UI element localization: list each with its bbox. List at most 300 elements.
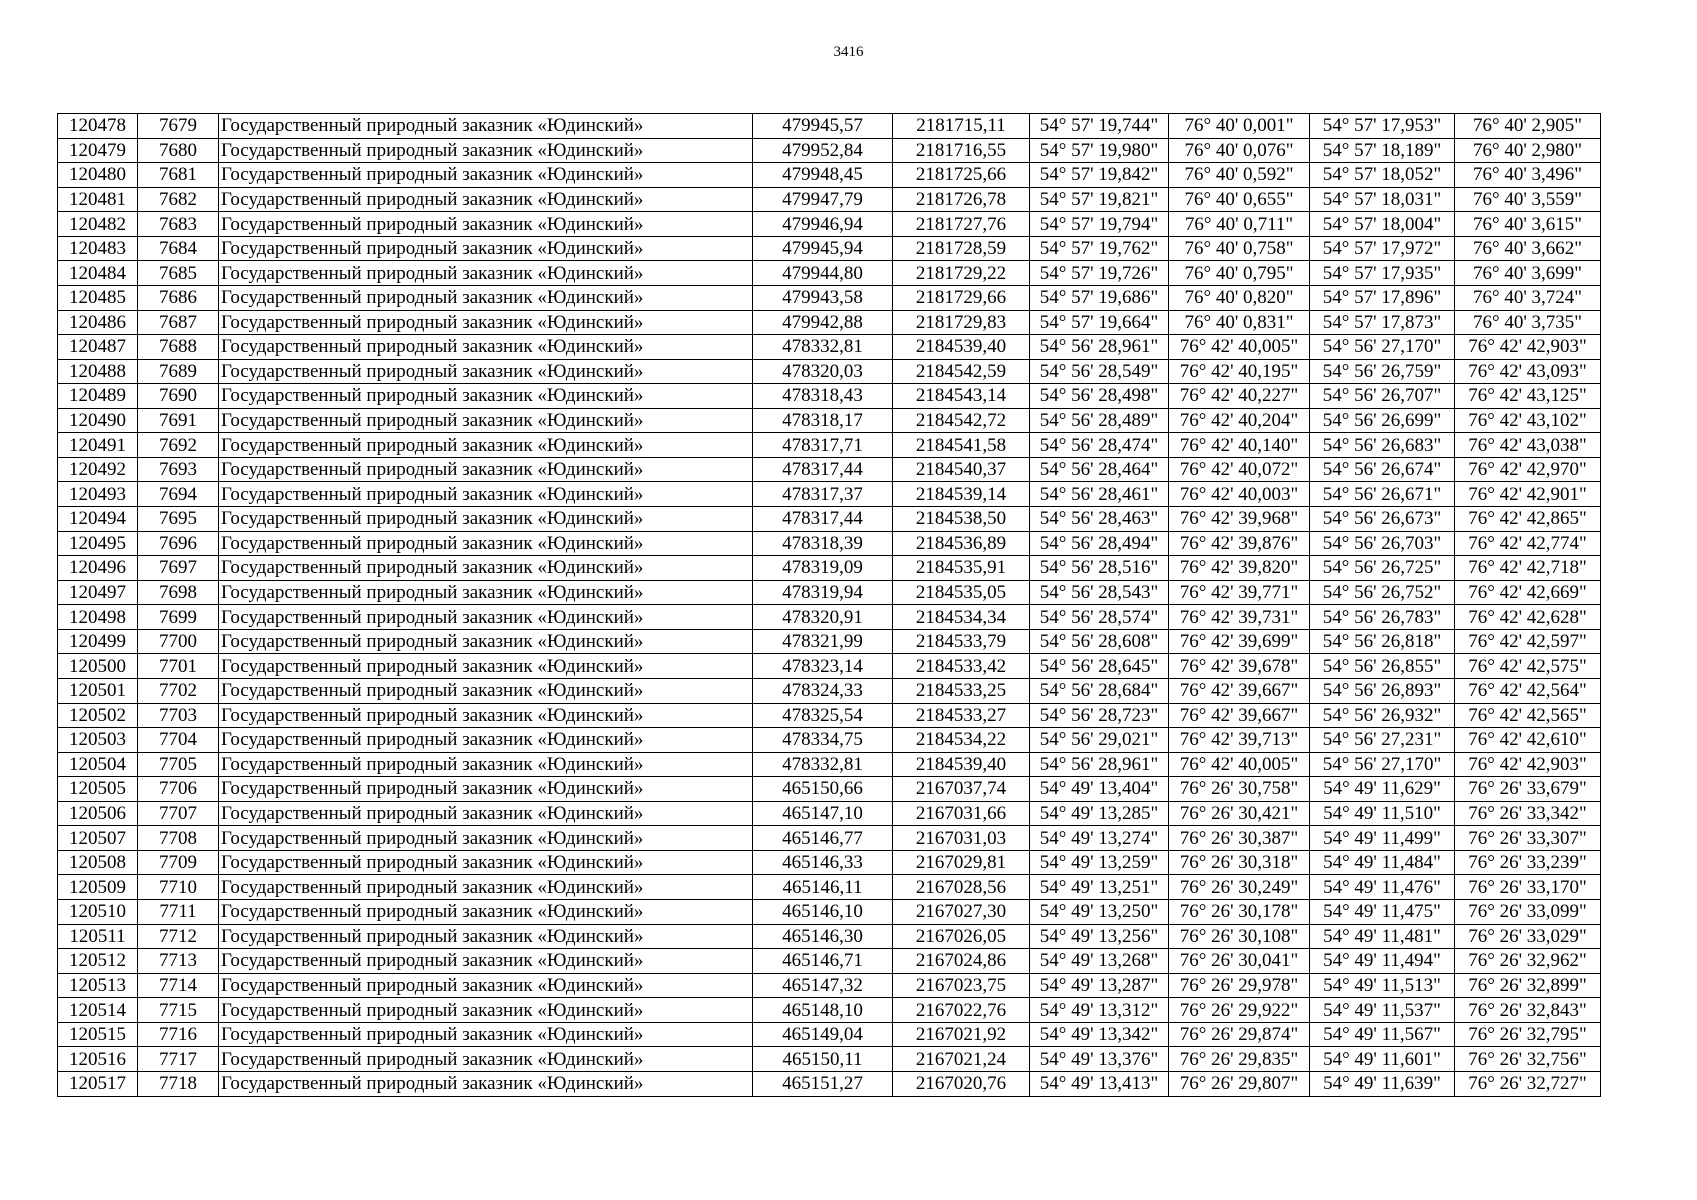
cell-row-id: 120488 [58, 359, 138, 384]
cell-longitude-2: 76° 26' 33,099" [1455, 900, 1601, 925]
cell-latitude-2: 54° 49' 11,567" [1310, 1022, 1455, 1047]
cell-point-number: 7718 [138, 1071, 219, 1096]
cell-coord-y: 2184533,42 [893, 654, 1030, 679]
cell-coord-y: 2181726,78 [893, 187, 1030, 212]
cell-latitude-2: 54° 56' 26,699" [1310, 408, 1455, 433]
cell-point-number: 7702 [138, 678, 219, 703]
table-row [58, 482, 1601, 507]
cell-point-number: 7708 [138, 826, 219, 851]
cell-coord-y: 2184536,89 [893, 531, 1030, 556]
cell-coord-x: 478318,43 [753, 384, 893, 409]
cell-latitude-2: 54° 56' 26,725" [1310, 556, 1455, 581]
cell-coord-y: 2184533,79 [893, 629, 1030, 654]
cell-longitude-2: 76° 42' 43,125" [1455, 384, 1601, 409]
cell-longitude-1: 76° 42' 40,005" [1169, 752, 1310, 777]
cell-point-number: 7690 [138, 384, 219, 409]
cell-coord-y: 2181729,22 [893, 261, 1030, 286]
cell-longitude-1: 76° 42' 39,699" [1169, 629, 1310, 654]
cell-longitude-1: 76° 26' 29,807" [1169, 1071, 1310, 1096]
cell-latitude-2: 54° 49' 11,484" [1310, 850, 1455, 875]
cell-row-id: 120509 [58, 875, 138, 900]
cell-latitude-2: 54° 56' 26,893" [1310, 678, 1455, 703]
cell-longitude-1: 76° 42' 39,820" [1169, 556, 1310, 581]
cell-longitude-1: 76° 42' 40,072" [1169, 457, 1310, 482]
cell-territory-name: Государственный природный заказник «Юдинский» [219, 900, 753, 925]
cell-row-id: 120501 [58, 678, 138, 703]
cell-coord-y: 2167028,56 [893, 875, 1030, 900]
cell-row-id: 120498 [58, 605, 138, 630]
cell-longitude-1: 76° 40' 0,711" [1169, 212, 1310, 237]
table-row [58, 654, 1601, 679]
cell-coord-y: 2167024,86 [893, 949, 1030, 974]
cell-row-id: 120505 [58, 777, 138, 802]
cell-longitude-1: 76° 26' 30,178" [1169, 900, 1310, 925]
cell-longitude-2: 76° 26' 33,307" [1455, 826, 1601, 851]
table-row [58, 261, 1601, 286]
cell-coord-y: 2184541,58 [893, 433, 1030, 458]
cell-longitude-2: 76° 26' 32,962" [1455, 949, 1601, 974]
cell-latitude-2: 54° 49' 11,510" [1310, 801, 1455, 826]
cell-coord-x: 465146,30 [753, 924, 893, 949]
cell-latitude-2: 54° 49' 11,499" [1310, 826, 1455, 851]
cell-territory-name: Государственный природный заказник «Юдинский» [219, 752, 753, 777]
cell-territory-name: Государственный природный заказник «Юдинский» [219, 457, 753, 482]
cell-longitude-1: 76° 42' 39,876" [1169, 531, 1310, 556]
cell-longitude-2: 76° 42' 42,597" [1455, 629, 1601, 654]
table-row [58, 335, 1601, 360]
cell-row-id: 120516 [58, 1047, 138, 1072]
cell-latitude-2: 54° 49' 11,629" [1310, 777, 1455, 802]
cell-coord-x: 478320,91 [753, 605, 893, 630]
cell-latitude-2: 54° 49' 11,494" [1310, 949, 1455, 974]
cell-longitude-1: 76° 42' 40,005" [1169, 335, 1310, 360]
cell-point-number: 7700 [138, 629, 219, 654]
cell-coord-y: 2167023,75 [893, 973, 1030, 998]
cell-row-id: 120490 [58, 408, 138, 433]
table-row [58, 507, 1601, 532]
cell-coord-x: 479952,84 [753, 138, 893, 163]
cell-territory-name: Государственный природный заказник «Юдинский» [219, 236, 753, 261]
cell-latitude-2: 54° 57' 17,873" [1310, 310, 1455, 335]
cell-latitude-1: 54° 49' 13,312" [1030, 998, 1169, 1023]
cell-latitude-1: 54° 56' 28,494" [1030, 531, 1169, 556]
cell-point-number: 7709 [138, 850, 219, 875]
cell-coord-x: 465147,10 [753, 801, 893, 826]
cell-point-number: 7692 [138, 433, 219, 458]
cell-latitude-2: 54° 56' 26,759" [1310, 359, 1455, 384]
cell-territory-name: Государственный природный заказник «Юдинский» [219, 850, 753, 875]
table-row [58, 777, 1601, 802]
cell-longitude-2: 76° 26' 32,843" [1455, 998, 1601, 1023]
cell-coord-x: 479944,80 [753, 261, 893, 286]
cell-coord-y: 2181728,59 [893, 236, 1030, 261]
cell-row-id: 120483 [58, 236, 138, 261]
cell-latitude-2: 54° 49' 11,537" [1310, 998, 1455, 1023]
cell-latitude-2: 54° 49' 11,481" [1310, 924, 1455, 949]
cell-longitude-2: 76° 26' 32,899" [1455, 973, 1601, 998]
cell-longitude-1: 76° 42' 39,667" [1169, 678, 1310, 703]
cell-longitude-2: 76° 42' 42,669" [1455, 580, 1601, 605]
cell-row-id: 120487 [58, 335, 138, 360]
cell-longitude-2: 76° 42' 42,970" [1455, 457, 1601, 482]
cell-row-id: 120494 [58, 507, 138, 532]
cell-longitude-2: 76° 26' 32,727" [1455, 1071, 1601, 1096]
table-row [58, 801, 1601, 826]
cell-coord-x: 465146,33 [753, 850, 893, 875]
cell-coord-y: 2167020,76 [893, 1071, 1030, 1096]
cell-coord-x: 478332,81 [753, 335, 893, 360]
cell-latitude-1: 54° 56' 28,516" [1030, 556, 1169, 581]
cell-longitude-2: 76° 42' 42,903" [1455, 335, 1601, 360]
cell-point-number: 7679 [138, 114, 219, 139]
cell-coord-y: 2184539,40 [893, 335, 1030, 360]
cell-territory-name: Государственный природный заказник «Юдинский» [219, 654, 753, 679]
cell-longitude-2: 76° 40' 3,496" [1455, 163, 1601, 188]
cell-territory-name: Государственный природный заказник «Юдинский» [219, 187, 753, 212]
cell-longitude-2: 76° 42' 42,575" [1455, 654, 1601, 679]
cell-coord-x: 479947,79 [753, 187, 893, 212]
cell-longitude-1: 76° 26' 30,421" [1169, 801, 1310, 826]
cell-latitude-2: 54° 57' 17,935" [1310, 261, 1455, 286]
cell-latitude-1: 54° 49' 13,287" [1030, 973, 1169, 998]
cell-longitude-1: 76° 42' 39,771" [1169, 580, 1310, 605]
cell-point-number: 7703 [138, 703, 219, 728]
cell-longitude-2: 76° 40' 3,735" [1455, 310, 1601, 335]
table-row [58, 408, 1601, 433]
cell-coord-y: 2184534,34 [893, 605, 1030, 630]
cell-longitude-1: 76° 40' 0,001" [1169, 114, 1310, 139]
cell-coord-y: 2167021,24 [893, 1047, 1030, 1072]
cell-latitude-1: 54° 57' 19,980" [1030, 138, 1169, 163]
table-row [58, 605, 1601, 630]
cell-longitude-2: 76° 42' 42,628" [1455, 605, 1601, 630]
cell-coord-y: 2167026,05 [893, 924, 1030, 949]
cell-longitude-2: 76° 42' 42,610" [1455, 728, 1601, 753]
cell-coord-x: 478325,54 [753, 703, 893, 728]
table-row [58, 285, 1601, 310]
cell-longitude-1: 76° 26' 30,041" [1169, 949, 1310, 974]
cell-latitude-2: 54° 56' 26,855" [1310, 654, 1455, 679]
cell-territory-name: Государственный природный заказник «Юдинский» [219, 875, 753, 900]
cell-longitude-2: 76° 42' 42,865" [1455, 507, 1601, 532]
table-row [58, 114, 1601, 139]
cell-latitude-1: 54° 57' 19,744" [1030, 114, 1169, 139]
cell-coord-y: 2181725,66 [893, 163, 1030, 188]
cell-latitude-2: 54° 56' 26,671" [1310, 482, 1455, 507]
cell-coord-x: 479945,94 [753, 236, 893, 261]
cell-longitude-2: 76° 42' 43,102" [1455, 408, 1601, 433]
cell-point-number: 7682 [138, 187, 219, 212]
cell-latitude-2: 54° 56' 26,674" [1310, 457, 1455, 482]
cell-latitude-1: 54° 57' 19,794" [1030, 212, 1169, 237]
cell-latitude-2: 54° 57' 18,031" [1310, 187, 1455, 212]
cell-coord-y: 2167031,03 [893, 826, 1030, 851]
table-row [58, 580, 1601, 605]
cell-point-number: 7705 [138, 752, 219, 777]
cell-row-id: 120500 [58, 654, 138, 679]
cell-territory-name: Государственный природный заказник «Юдинский» [219, 703, 753, 728]
table-row [58, 826, 1601, 851]
cell-latitude-2: 54° 57' 17,972" [1310, 236, 1455, 261]
cell-coord-y: 2184539,14 [893, 482, 1030, 507]
table-row [58, 531, 1601, 556]
cell-longitude-2: 76° 26' 33,239" [1455, 850, 1601, 875]
cell-longitude-1: 76° 26' 30,108" [1169, 924, 1310, 949]
cell-latitude-1: 54° 56' 28,684" [1030, 678, 1169, 703]
cell-territory-name: Государственный природный заказник «Юдинский» [219, 556, 753, 581]
cell-latitude-1: 54° 49' 13,413" [1030, 1071, 1169, 1096]
cell-longitude-1: 76° 40' 0,655" [1169, 187, 1310, 212]
cell-coord-y: 2167029,81 [893, 850, 1030, 875]
cell-coord-x: 478318,17 [753, 408, 893, 433]
cell-territory-name: Государственный природный заказник «Юдинский» [219, 384, 753, 409]
table-row [58, 236, 1601, 261]
cell-point-number: 7699 [138, 605, 219, 630]
cell-row-id: 120489 [58, 384, 138, 409]
cell-territory-name: Государственный природный заказник «Юдинский» [219, 482, 753, 507]
cell-coord-y: 2184533,27 [893, 703, 1030, 728]
cell-coord-x: 465146,11 [753, 875, 893, 900]
cell-point-number: 7715 [138, 998, 219, 1023]
cell-row-id: 120485 [58, 285, 138, 310]
table-row [58, 629, 1601, 654]
cell-coord-x: 478332,81 [753, 752, 893, 777]
cell-latitude-1: 54° 56' 28,474" [1030, 433, 1169, 458]
cell-latitude-1: 54° 56' 28,498" [1030, 384, 1169, 409]
cell-latitude-1: 54° 57' 19,842" [1030, 163, 1169, 188]
cell-latitude-2: 54° 57' 18,004" [1310, 212, 1455, 237]
table-row [58, 138, 1601, 163]
cell-territory-name: Государственный природный заказник «Юдинский» [219, 801, 753, 826]
cell-latitude-1: 54° 57' 19,821" [1030, 187, 1169, 212]
cell-latitude-1: 54° 49' 13,268" [1030, 949, 1169, 974]
cell-point-number: 7701 [138, 654, 219, 679]
cell-longitude-1: 76° 42' 39,731" [1169, 605, 1310, 630]
cell-latitude-1: 54° 56' 28,723" [1030, 703, 1169, 728]
cell-row-id: 120511 [58, 924, 138, 949]
table-row [58, 703, 1601, 728]
cell-latitude-1: 54° 49' 13,250" [1030, 900, 1169, 925]
table-row [58, 752, 1601, 777]
cell-row-id: 120512 [58, 949, 138, 974]
cell-territory-name: Государственный природный заказник «Юдинский» [219, 138, 753, 163]
cell-longitude-2: 76° 26' 32,795" [1455, 1022, 1601, 1047]
cell-longitude-1: 76° 42' 39,968" [1169, 507, 1310, 532]
cell-coord-x: 479948,45 [753, 163, 893, 188]
cell-latitude-1: 54° 49' 13,376" [1030, 1047, 1169, 1072]
cell-latitude-2: 54° 49' 11,475" [1310, 900, 1455, 925]
cell-longitude-1: 76° 40' 0,795" [1169, 261, 1310, 286]
cell-latitude-1: 54° 57' 19,762" [1030, 236, 1169, 261]
cell-coord-y: 2184538,50 [893, 507, 1030, 532]
cell-latitude-2: 54° 49' 11,476" [1310, 875, 1455, 900]
cell-longitude-1: 76° 42' 39,713" [1169, 728, 1310, 753]
cell-point-number: 7716 [138, 1022, 219, 1047]
cell-coord-x: 465149,04 [753, 1022, 893, 1047]
cell-coord-x: 478317,44 [753, 457, 893, 482]
cell-latitude-2: 54° 56' 26,707" [1310, 384, 1455, 409]
cell-coord-x: 465146,71 [753, 949, 893, 974]
table-row [58, 556, 1601, 581]
cell-row-id: 120499 [58, 629, 138, 654]
cell-longitude-2: 76° 42' 42,565" [1455, 703, 1601, 728]
cell-row-id: 120497 [58, 580, 138, 605]
table-row [58, 433, 1601, 458]
cell-territory-name: Государственный природный заказник «Юдинский» [219, 310, 753, 335]
cell-longitude-2: 76° 26' 33,029" [1455, 924, 1601, 949]
cell-coord-x: 478324,33 [753, 678, 893, 703]
cell-territory-name: Государственный природный заказник «Юдинский» [219, 777, 753, 802]
cell-longitude-2: 76° 26' 32,756" [1455, 1047, 1601, 1072]
cell-territory-name: Государственный природный заказник «Юдинский» [219, 949, 753, 974]
cell-coord-y: 2167037,74 [893, 777, 1030, 802]
cell-latitude-2: 54° 56' 26,752" [1310, 580, 1455, 605]
cell-row-id: 120515 [58, 1022, 138, 1047]
cell-latitude-1: 54° 56' 28,489" [1030, 408, 1169, 433]
cell-coord-x: 478319,09 [753, 556, 893, 581]
cell-point-number: 7681 [138, 163, 219, 188]
cell-longitude-2: 76° 40' 2,905" [1455, 114, 1601, 139]
cell-coord-y: 2181715,11 [893, 114, 1030, 139]
cell-latitude-1: 54° 49' 13,251" [1030, 875, 1169, 900]
cell-coord-y: 2184535,05 [893, 580, 1030, 605]
cell-longitude-2: 76° 40' 3,615" [1455, 212, 1601, 237]
cell-row-id: 120517 [58, 1071, 138, 1096]
cell-territory-name: Государственный природный заказник «Юдинский» [219, 163, 753, 188]
cell-latitude-2: 54° 56' 26,703" [1310, 531, 1455, 556]
cell-row-id: 120480 [58, 163, 138, 188]
cell-latitude-1: 54° 56' 28,543" [1030, 580, 1169, 605]
cell-point-number: 7687 [138, 310, 219, 335]
cell-coord-x: 465148,10 [753, 998, 893, 1023]
cell-coord-x: 465147,32 [753, 973, 893, 998]
table-row [58, 384, 1601, 409]
cell-latitude-1: 54° 49' 13,256" [1030, 924, 1169, 949]
cell-point-number: 7711 [138, 900, 219, 925]
cell-point-number: 7680 [138, 138, 219, 163]
cell-row-id: 120506 [58, 801, 138, 826]
cell-territory-name: Государственный природный заказник «Юдинский» [219, 261, 753, 286]
cell-territory-name: Государственный природный заказник «Юдинский» [219, 285, 753, 310]
table-row [58, 310, 1601, 335]
cell-latitude-2: 54° 56' 27,170" [1310, 752, 1455, 777]
table-row [58, 973, 1601, 998]
cell-territory-name: Государственный природный заказник «Юдинский» [219, 605, 753, 630]
cell-latitude-2: 54° 57' 18,189" [1310, 138, 1455, 163]
cell-coord-y: 2181727,76 [893, 212, 1030, 237]
cell-territory-name: Государственный природный заказник «Юдинский» [219, 728, 753, 753]
cell-longitude-1: 76° 26' 30,318" [1169, 850, 1310, 875]
cell-point-number: 7697 [138, 556, 219, 581]
cell-row-id: 120513 [58, 973, 138, 998]
cell-latitude-2: 54° 56' 26,932" [1310, 703, 1455, 728]
cell-row-id: 120502 [58, 703, 138, 728]
cell-latitude-2: 54° 49' 11,601" [1310, 1047, 1455, 1072]
cell-latitude-1: 54° 49' 13,274" [1030, 826, 1169, 851]
cell-longitude-2: 76° 40' 3,699" [1455, 261, 1601, 286]
cell-coord-x: 465146,10 [753, 900, 893, 925]
cell-coord-y: 2184534,22 [893, 728, 1030, 753]
cell-point-number: 7698 [138, 580, 219, 605]
cell-longitude-2: 76° 42' 42,774" [1455, 531, 1601, 556]
cell-latitude-1: 54° 57' 19,686" [1030, 285, 1169, 310]
cell-longitude-1: 76° 40' 0,820" [1169, 285, 1310, 310]
cell-latitude-2: 54° 56' 27,170" [1310, 335, 1455, 360]
cell-longitude-2: 76° 42' 42,718" [1455, 556, 1601, 581]
cell-longitude-1: 76° 40' 0,831" [1169, 310, 1310, 335]
cell-latitude-2: 54° 57' 17,953" [1310, 114, 1455, 139]
cell-longitude-1: 76° 42' 40,227" [1169, 384, 1310, 409]
table-row [58, 1047, 1601, 1072]
cell-coord-x: 479942,88 [753, 310, 893, 335]
cell-point-number: 7691 [138, 408, 219, 433]
cell-latitude-1: 54° 57' 19,726" [1030, 261, 1169, 286]
table-row [58, 212, 1601, 237]
cell-point-number: 7693 [138, 457, 219, 482]
cell-longitude-2: 76° 42' 42,903" [1455, 752, 1601, 777]
cell-latitude-1: 54° 56' 28,464" [1030, 457, 1169, 482]
table-row [58, 1071, 1601, 1096]
cell-latitude-2: 54° 56' 26,683" [1310, 433, 1455, 458]
cell-longitude-1: 76° 26' 29,835" [1169, 1047, 1310, 1072]
cell-coord-y: 2184533,25 [893, 678, 1030, 703]
cell-point-number: 7689 [138, 359, 219, 384]
cell-row-id: 120495 [58, 531, 138, 556]
cell-coord-y: 2184535,91 [893, 556, 1030, 581]
cell-row-id: 120482 [58, 212, 138, 237]
cell-latitude-1: 54° 49' 13,404" [1030, 777, 1169, 802]
cell-point-number: 7695 [138, 507, 219, 532]
cell-row-id: 120514 [58, 998, 138, 1023]
cell-longitude-2: 76° 26' 33,170" [1455, 875, 1601, 900]
cell-longitude-1: 76° 26' 30,758" [1169, 777, 1310, 802]
page-number: 3416 [833, 44, 864, 60]
cell-latitude-1: 54° 49' 13,342" [1030, 1022, 1169, 1047]
cell-row-id: 120493 [58, 482, 138, 507]
cell-point-number: 7714 [138, 973, 219, 998]
table-row [58, 728, 1601, 753]
cell-point-number: 7696 [138, 531, 219, 556]
cell-coord-y: 2167031,66 [893, 801, 1030, 826]
coordinates-table-body [58, 114, 1601, 1097]
cell-coord-x: 478323,14 [753, 654, 893, 679]
cell-longitude-2: 76° 42' 42,564" [1455, 678, 1601, 703]
cell-latitude-2: 54° 56' 26,783" [1310, 605, 1455, 630]
cell-coord-y: 2181716,55 [893, 138, 1030, 163]
cell-longitude-2: 76° 40' 3,662" [1455, 236, 1601, 261]
cell-longitude-1: 76° 42' 40,204" [1169, 408, 1310, 433]
cell-territory-name: Государственный природный заказник «Юдинский» [219, 1047, 753, 1072]
cell-territory-name: Государственный природный заказник «Юдинский» [219, 359, 753, 384]
cell-coord-x: 479943,58 [753, 285, 893, 310]
cell-row-id: 120491 [58, 433, 138, 458]
cell-latitude-1: 54° 56' 28,574" [1030, 605, 1169, 630]
cell-longitude-2: 76° 26' 33,342" [1455, 801, 1601, 826]
cell-coord-x: 465146,77 [753, 826, 893, 851]
cell-territory-name: Государственный природный заказник «Юдинский» [219, 114, 753, 139]
cell-territory-name: Государственный природный заказник «Юдинский» [219, 433, 753, 458]
cell-latitude-1: 54° 56' 28,463" [1030, 507, 1169, 532]
cell-coord-y: 2184540,37 [893, 457, 1030, 482]
cell-coord-x: 479946,94 [753, 212, 893, 237]
cell-point-number: 7684 [138, 236, 219, 261]
cell-territory-name: Государственный природный заказник «Юдинский» [219, 580, 753, 605]
cell-coord-y: 2167027,30 [893, 900, 1030, 925]
cell-coord-x: 465151,27 [753, 1071, 893, 1096]
table-row [58, 998, 1601, 1023]
cell-row-id: 120507 [58, 826, 138, 851]
cell-row-id: 120478 [58, 114, 138, 139]
